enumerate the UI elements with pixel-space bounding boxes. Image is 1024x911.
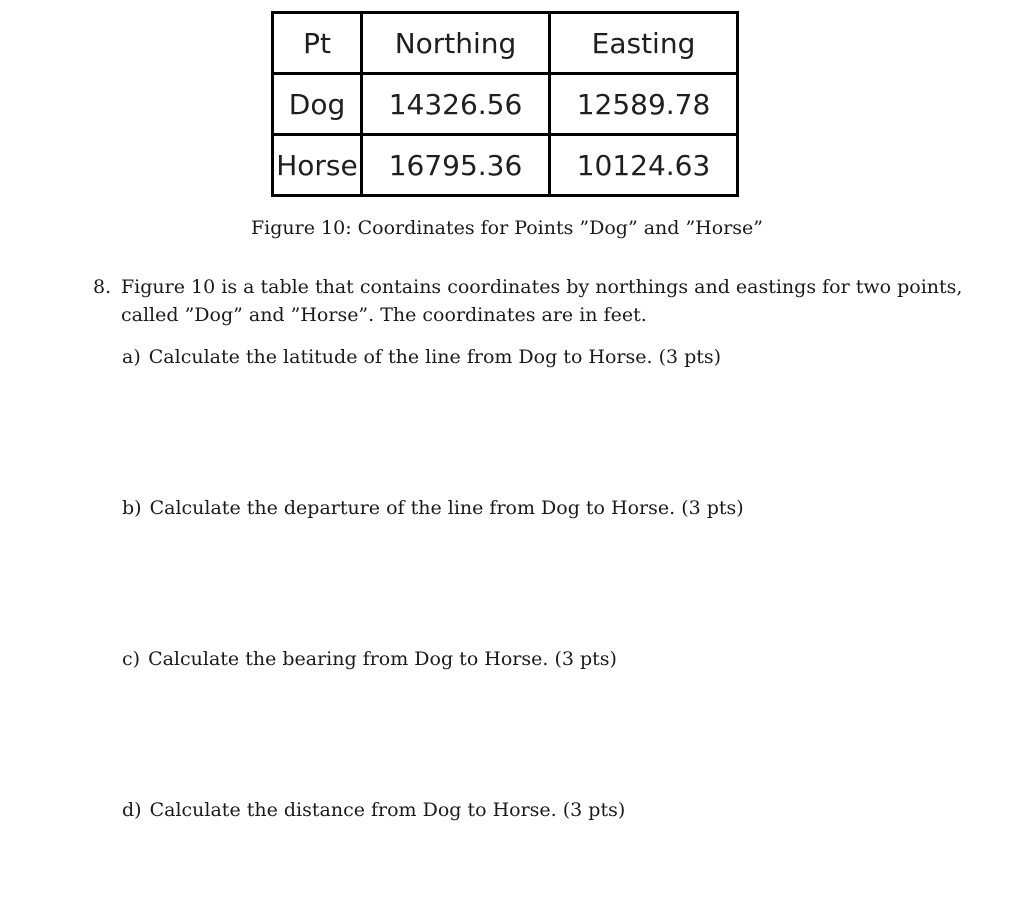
- part-label: a): [122, 346, 141, 368]
- table-cell-point-name: Horse: [273, 135, 362, 196]
- table-header-row: [273, 13, 738, 74]
- table-cell-easting: 12589.78: [550, 74, 738, 135]
- question-part-d: [122, 796, 625, 824]
- column-header-easting: Easting: [550, 13, 738, 74]
- coordinates-table: [271, 11, 739, 197]
- problem-statement: [93, 273, 973, 329]
- column-header-pt: Pt: [273, 13, 362, 74]
- table-row: [273, 135, 738, 196]
- table-cell-northing: 16795.36: [362, 135, 550, 196]
- question-part-c: [122, 645, 617, 673]
- figure-caption: Figure 10: Coordinates for Points ”Dog” and ”Horse”: [251, 217, 763, 239]
- question-part-a: [122, 343, 721, 371]
- table-cell-point-name: Dog: [273, 74, 362, 135]
- problem-number: 8.: [93, 276, 112, 298]
- part-text: Calculate the distance from Dog to Horse. (3 pts): [149, 799, 626, 821]
- part-label: d): [122, 799, 142, 821]
- table-cell-northing: 14326.56: [362, 74, 550, 135]
- question-part-b: [122, 494, 744, 522]
- table-row: [273, 74, 738, 135]
- part-label: b): [122, 497, 142, 519]
- part-label: c): [122, 648, 141, 670]
- table-cell-easting: 10124.63: [550, 135, 738, 196]
- part-text: Calculate the latitude of the line from Dog to Horse. (3 pts): [148, 346, 722, 368]
- column-header-northing: Northing: [362, 13, 550, 74]
- part-text: Calculate the bearing from Dog to Horse. (3 pts): [148, 648, 617, 670]
- problem-text: Figure 10 is a table that contains coordinates by northings and eastings for two points, called ”Dog” and ”Horse”. The coordinates are in feet.: [121, 276, 963, 326]
- part-text: Calculate the departure of the line from Dog to Horse. (3 pts): [149, 497, 744, 519]
